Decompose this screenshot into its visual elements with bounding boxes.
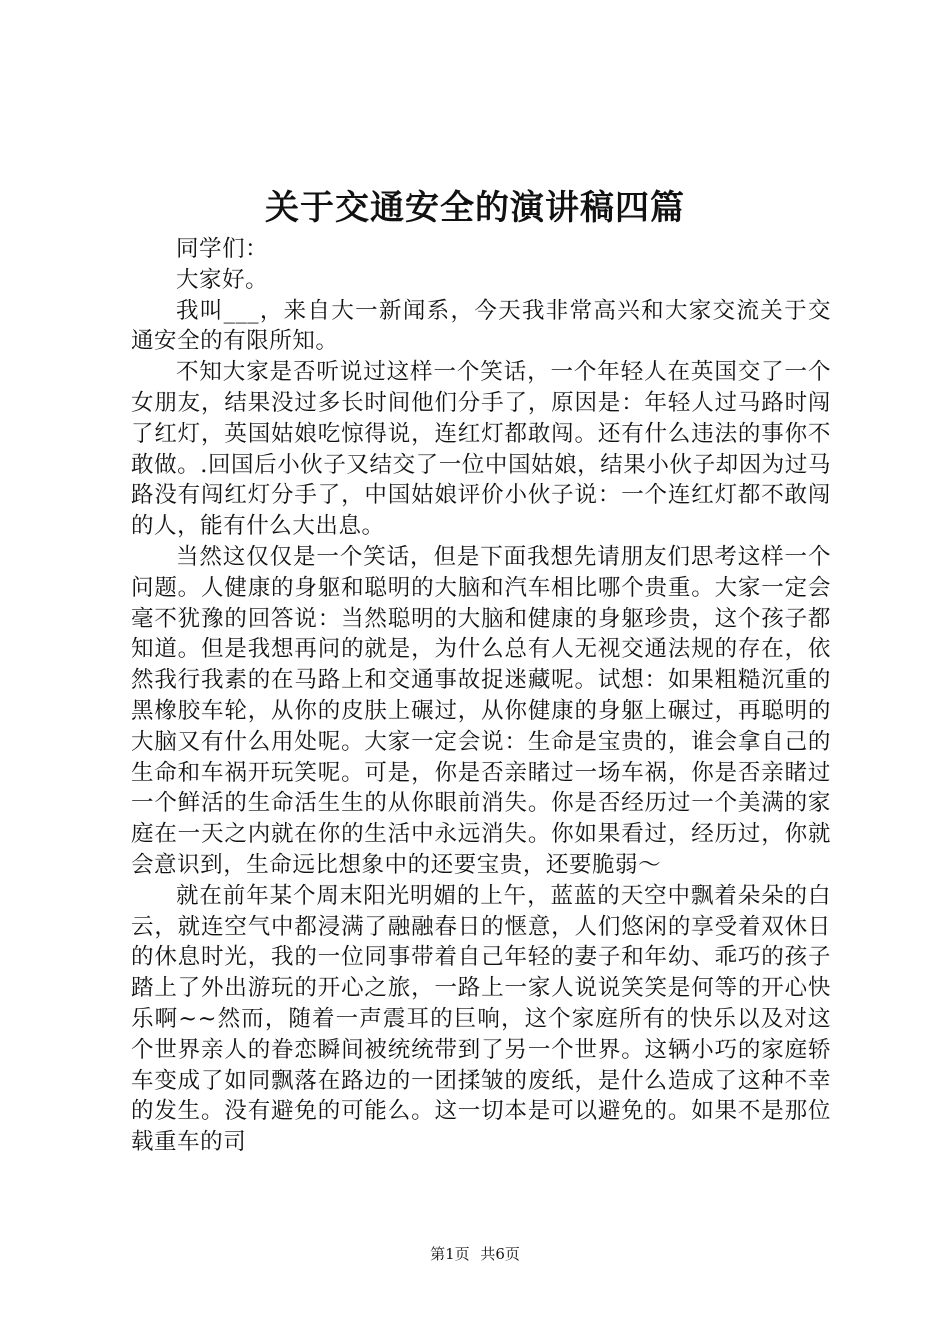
paragraph-joke: 不知大家是否听说过这样一个笑话，一个年轻人在英国交了一个女朋友，结果没过多长时间他们分手了，原因是：年轻人过马路时闯了红灯，英国姑娘吃惊得说，连红灯都敢闯。还有什么违法的事你不敢做。.回国后小伙子又结交了一位中国姑娘，结果小伙子却因为过马路没有闯红灯分手了，中国姑娘评价小伙子说：一个连红灯都不敢闯的人，能有什么大出息。 <box>131 359 831 540</box>
document-title: 关于交通安全的演讲稿四篇 <box>265 188 685 228</box>
paragraph-story: 就在前年某个周末阳光明媚的上午，蓝蓝的天空中飘着朵朵的白云，就连空气中都浸满了融融春日的惬意，人们悠闲的享受着双休日的休息时光，我的一位同事带着自己年轻的妻子和年幼、乖巧的孩子踏上了外出游玩的开心之旅，一路上一家人说说笑笑是何等的开心快乐啊~~然而，随着一声震耳的巨响，这个家庭所有的快乐以及对这个世界亲人的眷恋瞬间被统统带到了另一个世界。这辆小巧的家庭轿车变成了如同飘落在路边的一团揉皱的废纸，是什么造成了这种不幸的发生。没有避免的可能么。这一切本是可以避免的。如果不是那位载重车的司 <box>131 882 831 1156</box>
page-footer <box>0 1244 950 1264</box>
page-total: 共6页 <box>480 1245 520 1263</box>
page-number: 第1页 <box>430 1245 470 1263</box>
document-body <box>131 234 831 1158</box>
paragraph-greeting: 同学们： <box>176 236 269 262</box>
paragraph-hello: 大家好。 <box>176 266 269 293</box>
paragraph-introduction: 我叫___，来自大一新闻系，今天我非常高兴和大家交流关于交通安全的有限所知。 <box>131 297 831 355</box>
paragraph-question: 当然这仅仅是一个笑话，但是下面我想先请朋友们思考这样一个问题。人健康的身躯和聪明的大脑和汽车相比哪个贵重。大家一定会毫不犹豫的回答说：当然聪明的大脑和健康的身躯珍贵，这个孩子都知道。但是我想再问的就是，为什么总有人无视交通法规的存在，依然我行我素的在马路上和交通事故捉迷藏呢。试想：如果粗糙沉重的黑橡胶车轮，从你的皮肤上碾过，从你健康的身躯上碾过，再聪明的大脑又有什么用处呢。大家一定会说：生命是宝贵的，谁会拿自己的生命和车祸开玩笑呢。可是，你是否亲睹过一场车祸，你是否亲睹过一个鲜活的生命活生生的从你眼前消失。你是否经历过一个美满的家庭在一天之内就在你的生活中永远消失。你如果看过，经历过，你就会意识到，生命远比想象中的还要宝贵，还要脆弱～ <box>131 543 831 878</box>
